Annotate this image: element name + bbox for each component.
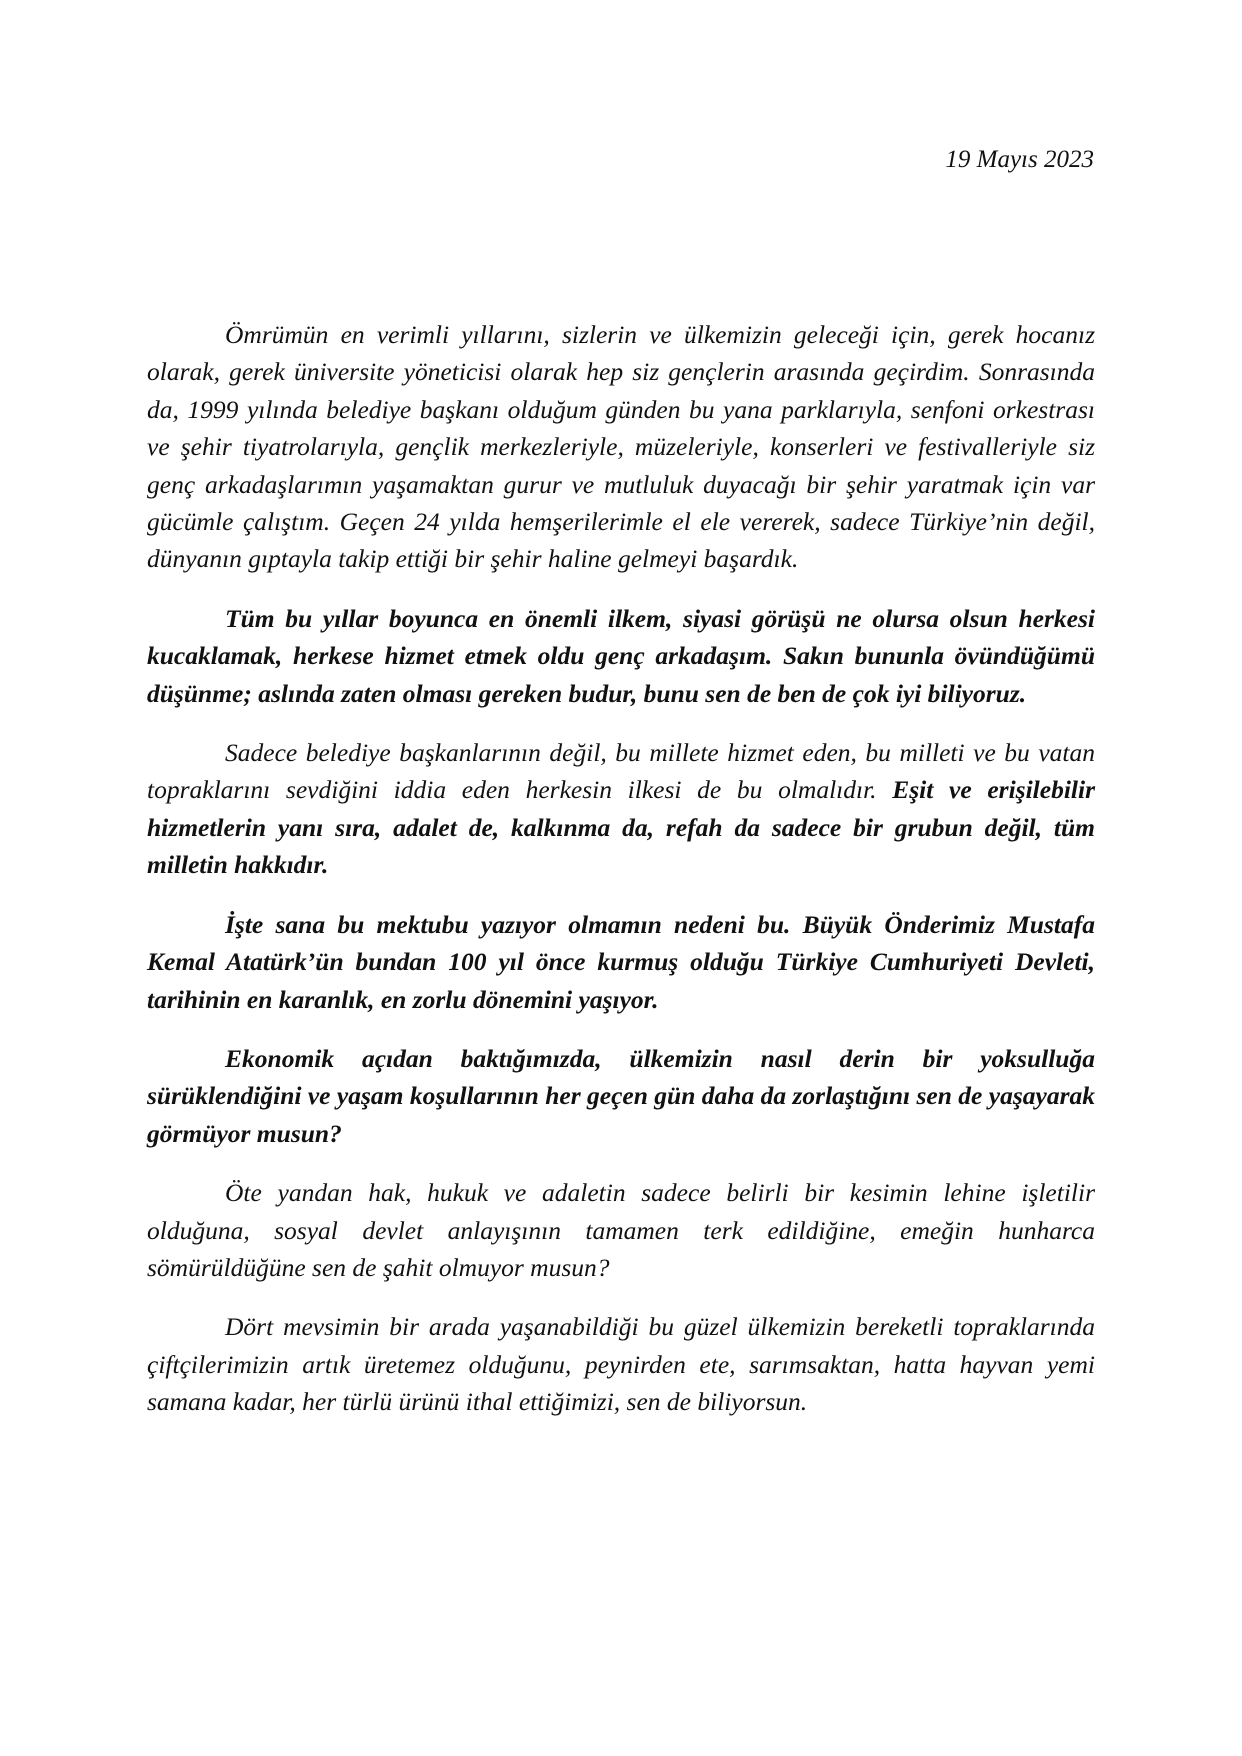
paragraph-6: Öte yandan hak, hukuk ve adaletin sadece belirli bir kesimin lehine işletilir olduğuna, sosyal devlet anlayışının tamamen terk edildiğine, emeğin hunharca sömürüldüğüne sen de şahit olmuyor musun? xyxy=(147,1178,1095,1282)
paragraph-3 xyxy=(147,734,1095,884)
paragraph-2: Tüm bu yıllar boyunca en önemli ilkem, siyasi görüşü ne olursa olsun herkesi kucaklamak, herkese hizmet etmek oldu genç arkadaşım. Sakın bununla övündüğümü düşünme; aslında zaten olması gereken budur, bunu sen de ben de çok iyi biliyoruz. xyxy=(147,603,1095,708)
paragraph-1: Ömrümün en verimli yıllarını, sizlerin ve ülkemizin geleceği için, gerek hocanız olarak, gerek üniversite yöneticisi olarak hep siz gençlerin arasında geçirdim. Sonrasında da, 1999 yılında belediye başkanı olduğum günden bu yana parklarıyla, senfoni orkestrası ve şehir tiyatrolarıyla, gençlik merkezleriyle, müzeleriyle, konserleri ve festivalleriyle siz genç arkadaşlarımın yaşamaktan gurur ve mutluluk duyacağı bir şehir yaratmak için var gücümle çalıştım. Geçen 24 yılda hemşerilerimle el ele vererek, sadece Türkiye’nin değil, dünyanın gıptayla takip ettiği bir şehir haline gelmeyi başardık. xyxy=(147,320,1095,574)
paragraph-5: Ekonomik açıdan baktığımızda, ülkemizin nasıl derin bir yoksulluğa sürüklendiğini ve yaşam koşullarının her geçen gün daha da zorlaştığını sen de yaşayarak görmüyor musun? xyxy=(147,1043,1095,1148)
letter-date: 19 Mayıs 2023 xyxy=(945,146,1094,173)
letter-body xyxy=(147,316,1095,1443)
paragraph-3-bold: Eşit ve erişilebilir hizmetlerin yanı sıra, adalet de, kalkınma da, refah da sadece bir grubun değil, tüm milletin hakkıdır. xyxy=(147,775,1096,880)
paragraph-4: İşte sana bu mektubu yazıyor olmamın nedeni bu. Büyük Önderimiz Mustafa Kemal Atatürk’ün bundan 100 yıl önce kurmuş olduğu Türkiye Cumhuriyeti Devleti, tarihinin en karanlık, en zorlu dönemini yaşıyor. xyxy=(147,909,1095,1014)
paragraph-7: Dört mevsimin bir arada yaşanabildiği bu güzel ülkemizin bereketli topraklarında çiftçilerimizin artık üretemez olduğunu, peynirden ete, sarımsaktan, hatta hayvan yemi samana kadar, her türlü ürünü ithal ettiğimizi, sen de biliyorsun. xyxy=(147,1312,1095,1417)
paragraph-3-regular: Sadece belediye başkanlarının değil, bu millete hizmet eden, bu milleti ve bu vatan topraklarını sevdiğini iddia eden herkesin ilkesi de bu olmalıdır. xyxy=(147,738,1095,805)
